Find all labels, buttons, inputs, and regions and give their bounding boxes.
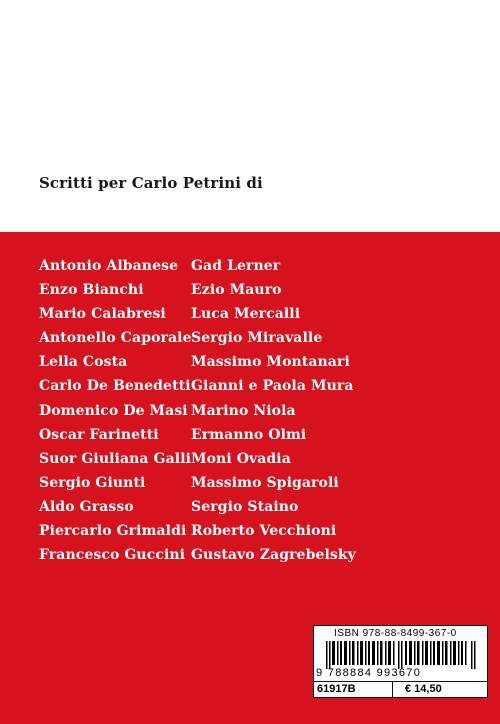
author-name: Gustavo Zagrebelsky <box>191 547 356 564</box>
author-name: Mario Calabresi <box>39 306 166 323</box>
author-name: Gad Lerner <box>191 258 281 274</box>
barcode-footer <box>314 681 487 698</box>
author-name: Sergio Staino <box>191 498 299 515</box>
white-header-band <box>0 0 500 232</box>
author-name: Massimo Montanari <box>191 354 350 371</box>
product-code: 61917B <box>317 683 356 695</box>
author-name: Suor Giuliana Galli <box>39 450 192 467</box>
authors-column-left <box>39 254 192 567</box>
author-name: Roberto Vecchioni <box>191 523 337 540</box>
barcode-icon <box>326 641 476 669</box>
author-name: Sergio Miravalle <box>191 330 323 347</box>
barcode-label <box>313 625 488 698</box>
author-name: Piercarlo Grimaldi <box>39 523 187 540</box>
author-name: Ermanno Olmi <box>191 426 307 443</box>
author-name: Aldo Grasso <box>39 498 134 515</box>
author-name: Lella Costa <box>39 354 128 371</box>
barcode-digits: 9 788884 993670 <box>316 667 422 679</box>
author-name: Francesco Guccini <box>39 547 186 564</box>
author-name: Oscar Farinetti <box>39 426 159 443</box>
author-name: Moni Ovadia <box>191 450 291 467</box>
author-name: Luca Mercalli <box>191 306 301 323</box>
footer-divider <box>392 682 393 698</box>
author-name: Antonio Albanese <box>39 258 179 274</box>
price-label: € 14,50 <box>405 683 442 695</box>
author-name: Sergio Giunti <box>39 474 146 491</box>
author-name: Marino Niola <box>191 402 296 419</box>
author-name: Antonello Caporale <box>39 330 192 347</box>
author-name: Enzo Bianchi <box>39 282 144 299</box>
isbn-text: ISBN 978-88-8499-367-0 <box>334 628 457 639</box>
authors-column-right <box>191 254 356 567</box>
author-name: Domenico De Masi <box>39 402 188 419</box>
author-name: Gianni e Paola Mura <box>191 378 354 395</box>
author-name: Carlo De Benedetti <box>39 378 191 395</box>
author-name: Massimo Spigaroli <box>191 474 339 491</box>
contributors-heading: Scritti per Carlo Petrini di <box>39 174 263 192</box>
author-name: Ezio Mauro <box>191 282 282 299</box>
